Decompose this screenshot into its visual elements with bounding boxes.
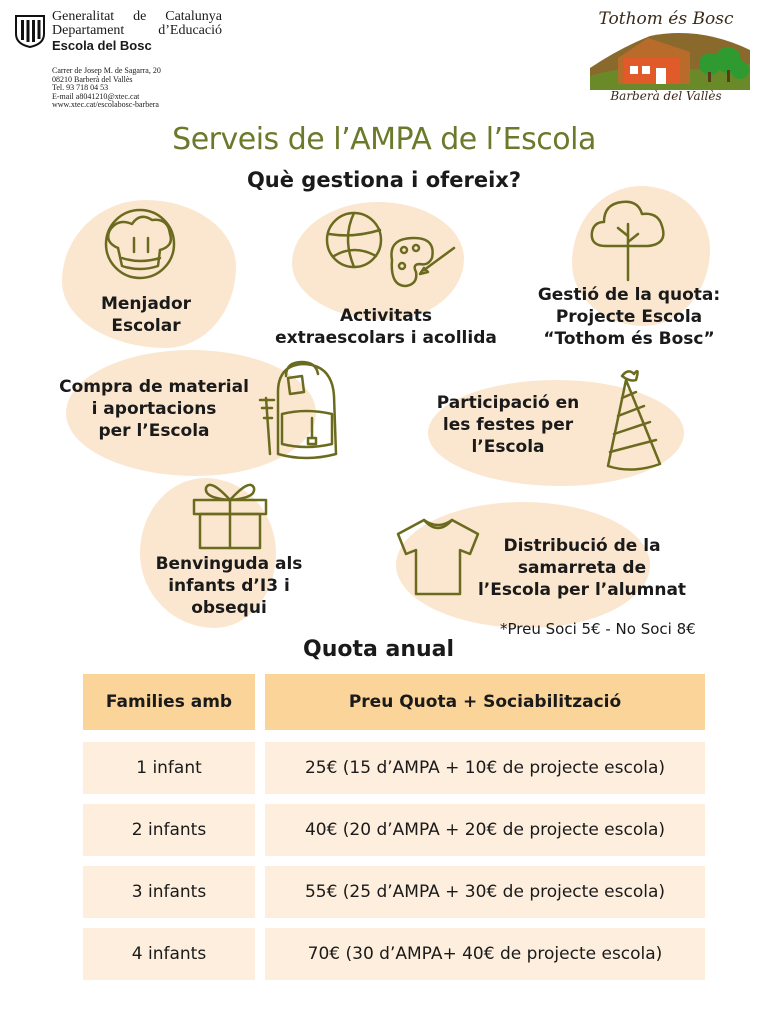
generalitat-line1: Generalitat de Catalunya xyxy=(52,9,222,24)
service-festes-line2: les festes per xyxy=(442,415,574,435)
table-row-4-families: 4 infants xyxy=(83,928,255,980)
quota-title: Quota anual xyxy=(303,637,455,662)
service-activitats-line1: Activitats xyxy=(340,306,432,326)
service-quota xyxy=(518,284,740,350)
generalitat-shield-logo xyxy=(14,14,46,48)
page-title: Serveis de l’AMPA de l’Escola xyxy=(172,122,596,157)
price-note: *Preu Soci 5€ - No Soci 8€ xyxy=(500,620,696,638)
service-material-line2: i aportacions xyxy=(91,399,217,419)
service-menjador-line1: Menjador xyxy=(100,294,192,314)
service-quota-line2: Projecte Escola xyxy=(555,307,703,327)
service-benvinguda-line2: infants d’I3 i xyxy=(168,576,290,596)
project-logo-subtitle: Barberà del Vallès xyxy=(610,89,722,103)
service-quota-line1: Gestió de la quota: xyxy=(537,285,721,305)
service-benvinguda xyxy=(140,553,318,619)
service-samarreta xyxy=(462,535,702,601)
service-menjador-line2: Escolar xyxy=(111,316,181,336)
gift-icon xyxy=(190,472,270,552)
chef-hat-icon xyxy=(94,208,186,282)
project-logo-title: Tothom és Bosc xyxy=(598,9,734,29)
service-samarreta-line3: l’Escola per l’alumnat xyxy=(477,580,687,600)
backpack-icon xyxy=(256,358,348,464)
volleyball-palette-icon xyxy=(324,208,460,300)
service-quota-line3: “Tothom és Bosc” xyxy=(543,329,715,349)
service-festes-line1: Participació en xyxy=(436,393,580,413)
tree-icon xyxy=(586,196,670,282)
table-header-families: Families amb xyxy=(83,674,255,730)
party-hat-icon xyxy=(600,362,664,474)
contact-address: Carrer de Josep M. de Sagarra, 20 xyxy=(52,66,161,75)
contact-email: E-mail a8041210@xtec.cat xyxy=(52,91,140,101)
page-subtitle: Què gestiona i ofereix? xyxy=(246,168,522,192)
service-menjador xyxy=(80,293,212,337)
service-samarreta-line2: samarreta de xyxy=(517,558,647,578)
service-benvinguda-line3: obsequi xyxy=(191,598,267,618)
table-row-3-families: 3 infants xyxy=(83,866,255,918)
table-row-4-price: 70€ (30 d’AMPA+ 40€ de projecte escola) xyxy=(265,928,705,980)
service-material-line3: per l’Escola xyxy=(98,421,210,441)
table-row-2-price: 40€ (20 d’AMPA + 20€ de projecte escola) xyxy=(265,804,705,856)
table-row-1-price: 25€ (15 d’AMPA + 10€ de projecte escola) xyxy=(265,742,705,794)
table-row-3-price: 55€ (25 d’AMPA + 30€ de projecte escola) xyxy=(265,866,705,918)
contact-city: 08210 Barberà del Vallès xyxy=(52,74,133,84)
table-header-price: Preu Quota + Sociabilització xyxy=(265,674,705,730)
service-benvinguda-line1: Benvinguda als xyxy=(155,554,303,574)
service-activitats-line2: extraescolars i acollida xyxy=(275,328,497,348)
generalitat-block xyxy=(52,10,222,53)
contact-block xyxy=(52,67,161,110)
service-material-line1: Compra de material xyxy=(59,377,249,397)
school-name: Escola del Bosc xyxy=(52,38,152,53)
service-festes xyxy=(426,392,590,458)
table-row-1-families: 1 infant xyxy=(83,742,255,794)
service-material xyxy=(40,376,268,442)
generalitat-line2: Departament d’Educació xyxy=(52,23,222,38)
service-samarreta-line1: Distribució de la xyxy=(503,536,661,556)
contact-website: www.xtec.cat/escolabosc-barbera xyxy=(52,100,159,110)
service-activitats xyxy=(254,305,518,349)
service-festes-line3: l’Escola xyxy=(471,437,545,457)
table-row-2-families: 2 infants xyxy=(83,804,255,856)
project-logo-house-icon xyxy=(590,28,750,90)
contact-phone: Tel. 93 718 04 53 xyxy=(52,83,109,93)
